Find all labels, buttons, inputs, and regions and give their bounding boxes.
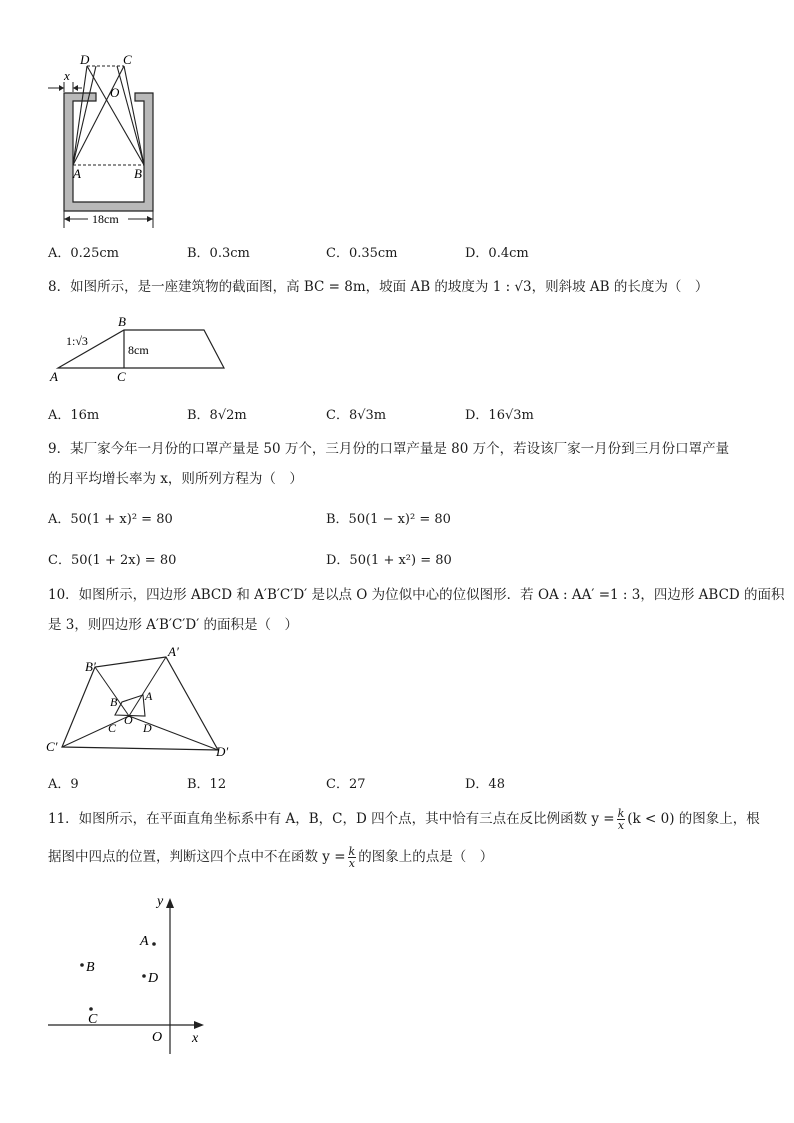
q9-option-c: C．50(1 + 2x) = 80 — [48, 553, 177, 568]
q8-option-a: A．16m — [48, 408, 100, 423]
q11-fraction-1-den: x — [617, 819, 625, 832]
q10-stem-line1: 10．如图所示，四边形 ABCD 和 A′B′C′D′ 是以点 O 为位似中心的位似图形．若 OA : AA′ =1 : 3，四边形 ABCD 的面积 — [48, 587, 785, 603]
q10-stem-line2: 是 3，则四边形 A′B′C′D′ 的面积是（ ） — [48, 617, 299, 633]
q10-option-d: D．48 — [465, 777, 505, 792]
q10-option-c: C．27 — [326, 777, 366, 792]
q8-figure — [46, 310, 261, 385]
q11-label-y: y — [157, 894, 164, 909]
q11-label-b: B — [86, 960, 95, 975]
q10-label-c-prime: C′ — [46, 739, 58, 754]
q7-container-shape — [64, 93, 153, 211]
q11-point-b — [80, 963, 84, 967]
q11-stem-line2-a: 据图中四点的位置，判断这四个点中不在函数 y = — [48, 849, 346, 865]
q7-figure — [40, 50, 170, 230]
q8-label-height: 8cm — [128, 343, 149, 357]
q7-option-b: B．0.3cm — [187, 246, 250, 261]
arrow-up-icon — [166, 898, 174, 908]
q9-option-a: A．50(1 + x)² = 80 — [48, 512, 173, 527]
q9-option-b: B．50(1 − x)² = 80 — [326, 512, 451, 527]
q8-option-c: C．8√3m — [326, 408, 387, 423]
q7-option-d: D．0.4cm — [465, 246, 529, 261]
q10-label-a: A — [145, 689, 153, 703]
q10-figure — [40, 640, 240, 765]
q10-label-o: O — [124, 713, 133, 727]
q11-fraction-1-num: k — [617, 807, 625, 820]
q11-fraction-2-num: k — [348, 845, 356, 858]
q7-label-d: D — [80, 52, 90, 67]
q9-option-d: D．50(1 + x²) = 80 — [326, 553, 452, 568]
q11-point-d — [142, 974, 146, 978]
q7-label-a: A — [73, 166, 81, 181]
q8-stem: 8．如图所示，是一座建筑物的截面图，高 BC = 8m，坡面 AB 的坡度为 1 : √3，则斜坡 AB 的长度为（ ） — [48, 279, 709, 295]
q11-label-d: D — [148, 971, 159, 986]
q11-point-a — [152, 942, 156, 946]
q10-label-b-prime: B′ — [85, 659, 96, 674]
q8-option-d: D．16√3m — [465, 408, 534, 423]
q8-label-b: B — [118, 314, 126, 329]
q11-figure — [44, 890, 214, 1060]
q8-label-c: C — [117, 369, 126, 384]
q11-fraction-2 — [348, 846, 357, 869]
q10-label-d-prime: D′ — [216, 744, 229, 759]
q8-label-slope: 1:√3 — [66, 334, 88, 348]
q8-label-a: A — [50, 369, 58, 384]
q7-line-cb — [124, 66, 144, 165]
q11-point-c — [89, 1007, 93, 1011]
q11-stem-line2-b: 的图象上的点是（ ） — [358, 849, 494, 865]
q11-fraction-1 — [617, 808, 626, 831]
q11-stem-line1-a: 11．如图所示，在平面直角坐标系中有 A，B，C，D 四个点，其中恰有三点在反比例函数 y = — [48, 811, 615, 827]
q7-option-a: A．0.25cm — [48, 246, 119, 261]
q7-label-c: C — [123, 52, 132, 67]
q10-label-c: C — [108, 721, 117, 735]
arrow-right-icon — [194, 1021, 204, 1029]
q11-stem-line2 — [48, 846, 493, 869]
q7-label-o: O — [110, 85, 120, 100]
q11-fraction-2-den: x — [348, 857, 355, 870]
q9-stem-line2: 的月平均增长率为 x，则所列方程为（ ） — [48, 471, 303, 487]
q7-label-width: 18cm — [92, 212, 119, 226]
q10-label-d: D — [143, 721, 152, 735]
q10-label-b: B — [110, 695, 118, 709]
q11-label-a: A — [140, 934, 149, 949]
q11-label-c: C — [88, 1012, 98, 1027]
q8-option-b: B．8√2m — [187, 408, 247, 423]
q9-stem-line1: 9．某厂家今年一月份的口罩产量是 50 万个，三月份的口罩产量是 80 万个，若设该厂家一月份到三月份口罩产量 — [48, 441, 730, 457]
q11-label-x: x — [192, 1031, 199, 1046]
q10-label-a-prime: A′ — [168, 644, 179, 659]
q7-option-c: C．0.35cm — [326, 246, 398, 261]
q11-stem-line1-b: (k < 0) 的图象上，根 — [627, 811, 760, 827]
q7-label-b: B — [134, 166, 142, 181]
q11-label-o: O — [152, 1030, 163, 1045]
q10-option-b: B．12 — [187, 777, 227, 792]
q11-stem-line1 — [48, 808, 760, 831]
q7-label-x: x — [64, 68, 70, 83]
q10-option-a: A．9 — [48, 777, 79, 792]
